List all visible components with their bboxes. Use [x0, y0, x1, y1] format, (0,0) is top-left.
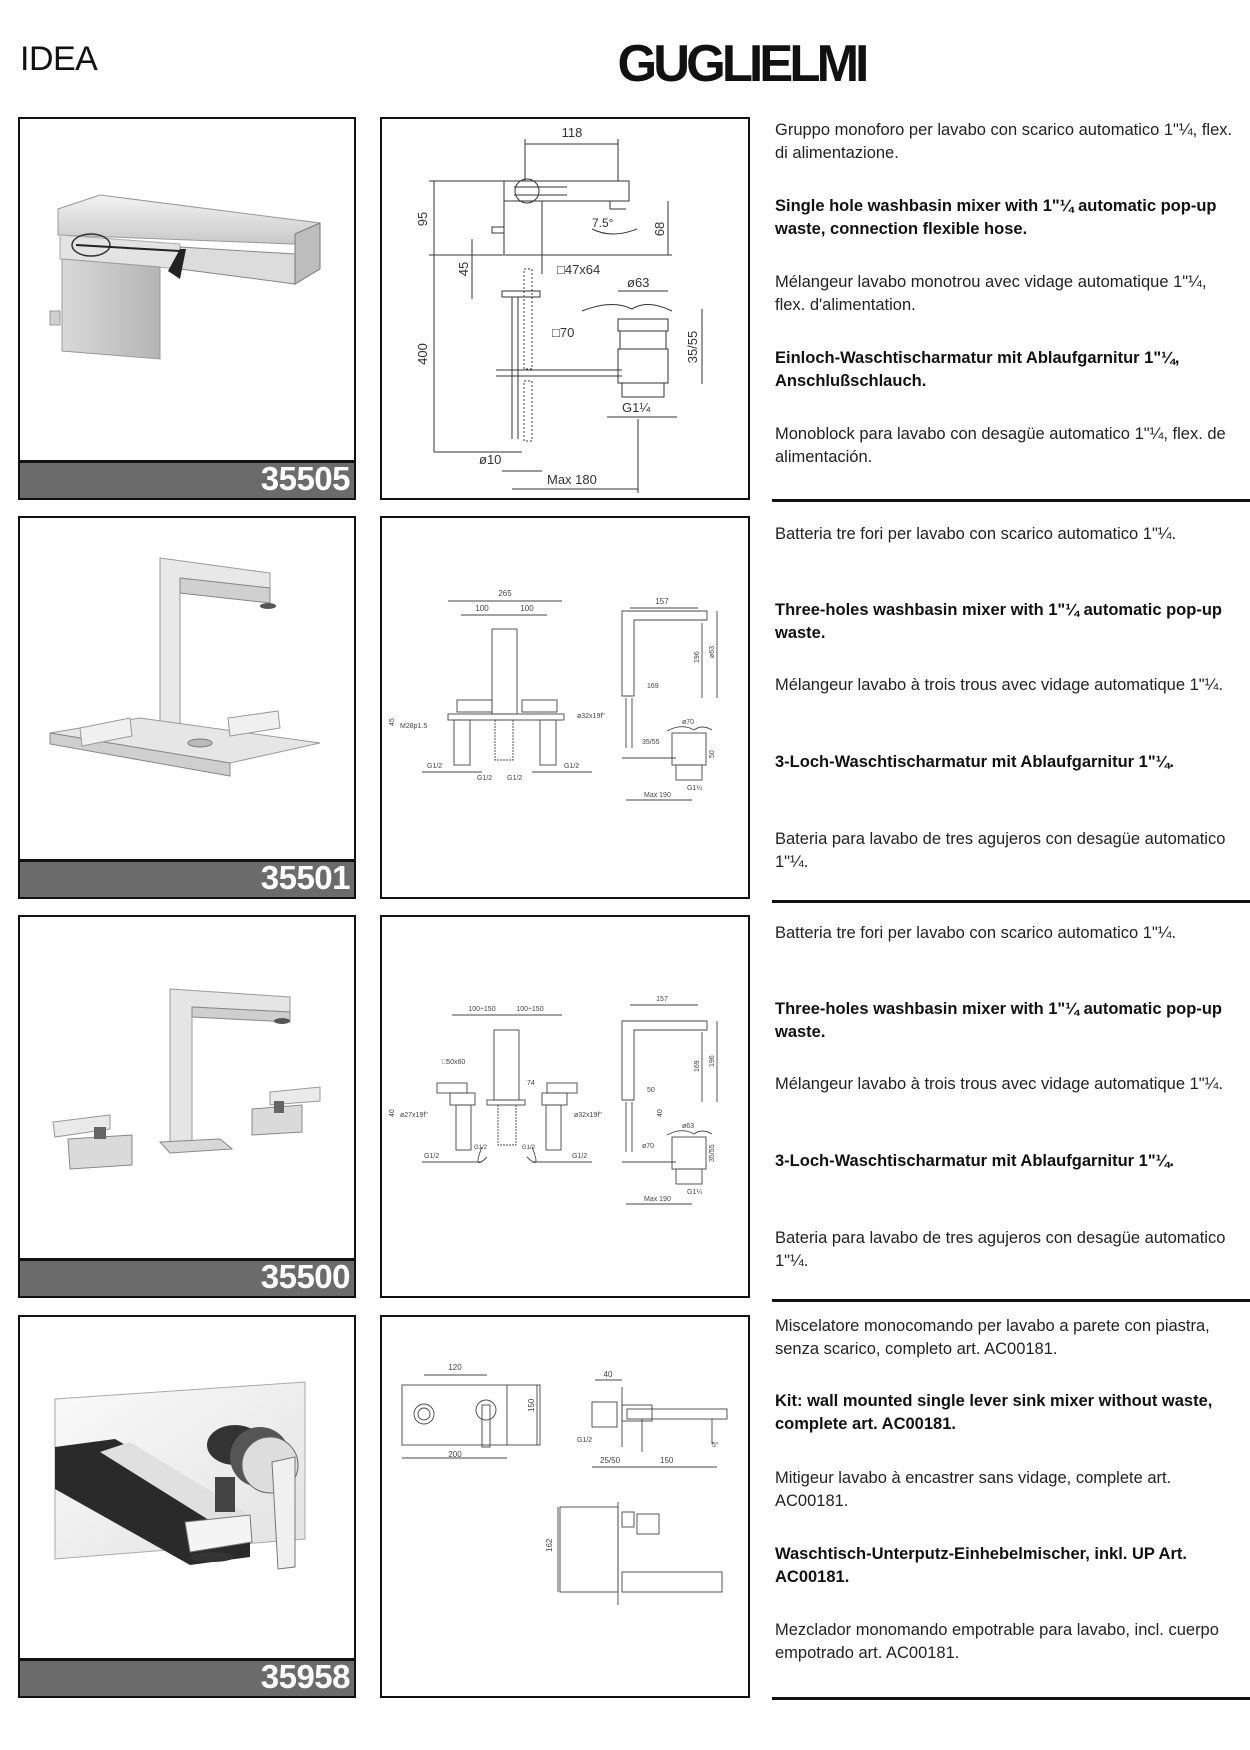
- product-code-bar: [20, 1658, 354, 1696]
- dim-100-left: 100: [475, 604, 489, 613]
- dim-G1¼: G1¼: [622, 400, 651, 415]
- description-de: 3-Loch-Waschtischarmatur mit Ablaufgarnitur 1"¼.: [775, 1152, 1174, 1170]
- section-divider: [772, 1697, 1250, 1700]
- product-description: [775, 117, 1250, 502]
- product-photo-box: [18, 516, 356, 899]
- dim-157: 157: [656, 996, 668, 1003]
- description-es: Bateria para lavabo de tres agujeros con desagüe automatico 1"¼.: [775, 1229, 1226, 1270]
- dim-40-left: 40: [389, 1109, 396, 1117]
- dim-196: 196: [709, 1055, 716, 1067]
- description-it: Miscelatore monocomando per lavabo a parete con piastra, senza scarico, completo art. AC00181.: [775, 1317, 1210, 1358]
- dim-ø63: ø70: [682, 719, 695, 726]
- dim-G1/2: G1/2: [577, 1437, 593, 1444]
- dim-265: 265: [498, 589, 512, 598]
- description-de: 3-Loch-Waschtischarmatur mit Ablaufgarnitur 1"¼.: [775, 753, 1174, 771]
- description-en: Three-holes washbasin mixer with 1"¼ automatic pop-up waste.: [775, 1000, 1222, 1041]
- three-hole-separate-mixer-photo: [20, 917, 354, 1256]
- dim-G1/2-a: G1/2: [427, 763, 443, 770]
- dim-G1/2-a: G1/2: [424, 1153, 440, 1160]
- collection-title: IDEA: [20, 40, 98, 78]
- product-description: [775, 915, 1250, 1300]
- section-divider: [772, 900, 1250, 903]
- dim-120: 120: [448, 1363, 462, 1372]
- product-description: [775, 1315, 1250, 1700]
- dim-157: 157: [655, 597, 669, 606]
- dim-ø32: ø32x19f": [574, 1112, 602, 1119]
- description-es: Monoblock para lavabo con desagüe automatico 1"¼, flex. de alimentación.: [775, 425, 1226, 466]
- dim-ø63: ø63: [627, 275, 650, 290]
- description-de: Einloch-Waschtischarmatur mit Ablaufgarnitur 1"¼, Anschlußschlauch.: [775, 349, 1180, 390]
- dim-ø63: ø63: [682, 1123, 695, 1130]
- brand-logo: GUGLIELMI: [617, 35, 866, 93]
- product-code: 35501: [260, 859, 350, 896]
- dim-max-190: Max 190: [644, 1196, 671, 1203]
- dim-5deg: 5°: [712, 1442, 719, 1449]
- dim-169: 196: [694, 651, 701, 663]
- dim-100-150-left: 100÷150: [468, 1006, 496, 1013]
- dim-40: 40: [603, 1370, 613, 1379]
- dim-ø27: ø27x19f": [400, 1112, 428, 1119]
- description-it: Batteria tre fori per lavabo con scarico automatico 1"¼.: [775, 924, 1177, 942]
- technical-drawing: [380, 1315, 750, 1698]
- dim-ø70: ø70: [642, 1143, 655, 1150]
- dim-50: 169: [647, 683, 659, 690]
- dim-40-right: 40: [657, 1109, 664, 1117]
- description-es: Bateria para lavabo de tres agujeros con desagüe automatico 1"¼.: [775, 830, 1226, 871]
- dim-169: 169: [694, 1060, 701, 1072]
- product-description: [775, 516, 1250, 901]
- product-code: 35958: [260, 1658, 350, 1695]
- description-en: Single hole washbasin mixer with 1"¼ automatic pop-up waste, connection flexible hose.: [775, 197, 1217, 238]
- dim-G1/2-b: G1/2: [474, 1145, 488, 1151]
- description-fr: Mitigeur lavabo à encastrer sans vidage, complete art. AC00181.: [775, 1469, 1172, 1510]
- dim-118: 118: [561, 125, 583, 140]
- description-it: Batteria tre fori per lavabo con scarico automatico 1"¼.: [775, 525, 1177, 543]
- technical-drawing: [380, 117, 750, 500]
- dim-45: 45: [389, 718, 396, 726]
- dim-□50x60: □50x60: [442, 1059, 466, 1066]
- product-photo-box: [18, 1315, 356, 1698]
- dim-G1/2-b: G1/2: [477, 775, 493, 782]
- dim-M28: M28p1.5: [400, 723, 428, 730]
- product-code: 35500: [260, 1258, 350, 1295]
- dim-G1¼: G1¼: [687, 1189, 703, 1196]
- description-en: Kit: wall mounted single lever sink mixer without waste, complete art. AC00181.: [775, 1392, 1213, 1433]
- dim-35-55: 35/55: [685, 330, 700, 364]
- dim-100-150-right: 100÷150: [516, 1006, 544, 1013]
- product-row-35505: [0, 117, 1250, 502]
- dim-□70: □70: [552, 325, 575, 340]
- dim-150-front: 150: [527, 1398, 536, 1412]
- dim-45: 45: [456, 261, 471, 277]
- product-code: 35505: [260, 460, 350, 497]
- description-fr: Mélangeur lavabo monotrou avec vidage automatique 1"¼, flex. d'alimentation.: [775, 273, 1207, 314]
- dim-ø32: ø32x19f": [577, 713, 605, 720]
- dim-50: 50: [647, 1087, 655, 1094]
- dim-G1/2-d: G1/2: [564, 763, 580, 770]
- description-fr: Mélangeur lavabo à trois trous avec vidage automatique 1"¼.: [775, 676, 1223, 694]
- dim-47x64: □47x64: [557, 262, 601, 277]
- dim-angle: 7.5°: [592, 216, 614, 230]
- product-row-35958: [0, 1315, 1250, 1700]
- product-photo-box: [18, 915, 356, 1298]
- dim-95: 95: [415, 211, 430, 227]
- dim-G1/2-d: G1/2: [572, 1153, 588, 1160]
- technical-drawing: [380, 516, 750, 899]
- description-de: Waschtisch-Unterputz-Einhebelmischer, inkl. UP Art. AC00181.: [775, 1545, 1187, 1586]
- description-en: Three-holes washbasin mixer with 1"¼ automatic pop-up waste.: [775, 601, 1222, 642]
- dim-G1¼: G1¼: [687, 785, 703, 792]
- description-es: Mezclador monomando empotrable para lavabo, incl. cuerpo empotrado art. AC00181.: [775, 1621, 1219, 1662]
- product-code-bar: [20, 1258, 354, 1296]
- product-photo-box: [18, 117, 356, 500]
- three-hole-deck-plate-mixer-photo: [20, 518, 354, 857]
- technical-drawing: [380, 915, 750, 1298]
- dim-35-55: 50: [709, 750, 716, 758]
- description-fr: Mélangeur lavabo à trois trous avec vidage automatique 1"¼.: [775, 1075, 1223, 1093]
- dim-74: 74: [527, 1080, 535, 1087]
- dim-200: 200: [448, 1450, 462, 1459]
- single-hole-basin-mixer-photo: [20, 119, 354, 458]
- dim-25-50: 25/50: [600, 1456, 621, 1465]
- dim-400: 400: [415, 343, 430, 365]
- dim-162: 162: [545, 1538, 554, 1552]
- dim-100-right: 100: [520, 604, 534, 613]
- dim-68: 68: [652, 221, 667, 237]
- dim-150-side: 150: [660, 1456, 674, 1465]
- dim-ø10: ø10: [479, 452, 502, 467]
- dim-ø70: 35/55: [642, 739, 660, 746]
- dim-max-180: Max 180: [547, 472, 597, 487]
- dim-G1/2-c: G1/2: [522, 1145, 536, 1151]
- description-it: Gruppo monoforo per lavabo con scarico automatico 1"¼, flex. di alimentazione.: [775, 121, 1233, 162]
- dim-G1/2-c: G1/2: [507, 775, 523, 782]
- dim-196: ø63: [709, 645, 716, 658]
- product-code-bar: [20, 460, 354, 498]
- section-divider: [772, 499, 1250, 502]
- dim-max-190: Max 190: [644, 792, 671, 799]
- product-row-35500: [0, 915, 1250, 1300]
- dim-35-55: 35/55: [709, 1144, 716, 1162]
- product-code-bar: [20, 859, 354, 897]
- section-divider: [772, 1299, 1250, 1302]
- wall-mounted-mixer-photo: [20, 1317, 354, 1656]
- product-row-35501: [0, 516, 1250, 901]
